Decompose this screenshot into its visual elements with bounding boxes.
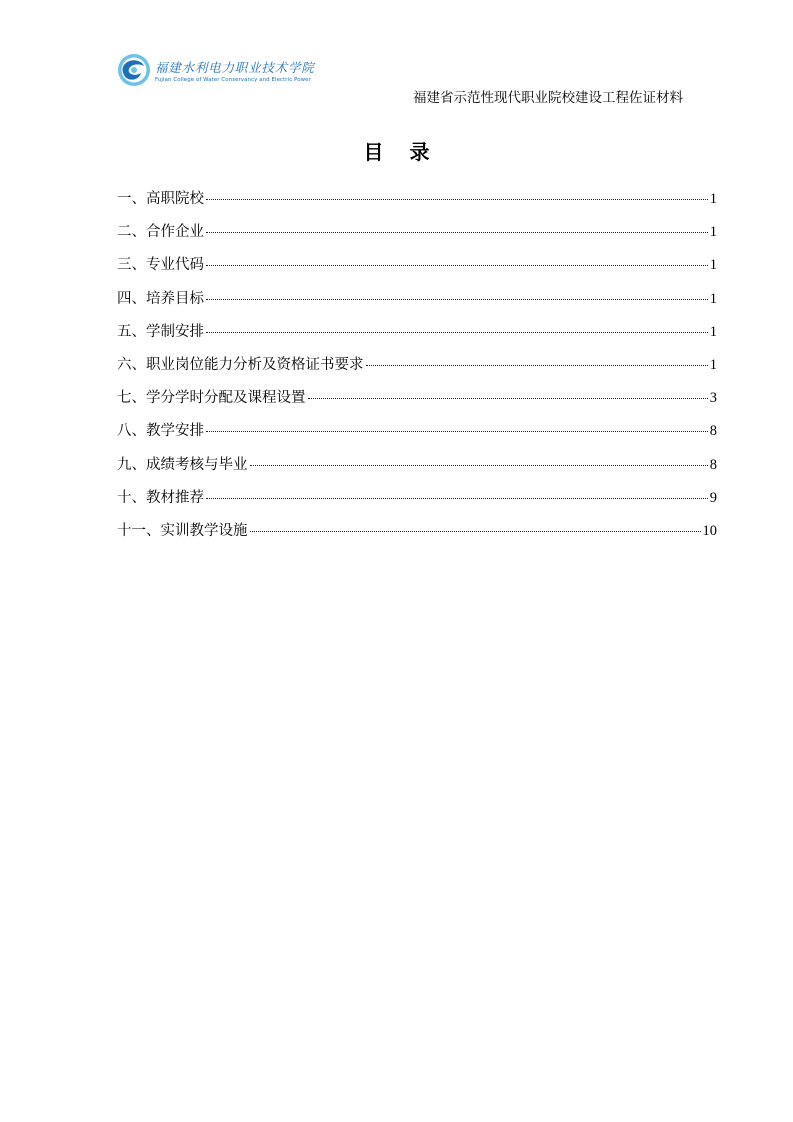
toc-entry-page-number: 8 xyxy=(709,456,717,473)
toc-leader-dots xyxy=(206,265,708,266)
toc-leader-dots xyxy=(308,398,708,399)
toc-leader-dots xyxy=(206,498,708,499)
toc-entry[interactable] xyxy=(117,183,717,216)
toc-entry[interactable] xyxy=(117,349,717,382)
toc-entry-page-number: 1 xyxy=(709,257,717,274)
toc-entry-label: 三、专业代码 xyxy=(117,257,204,274)
toc-entry[interactable] xyxy=(117,515,717,548)
toc-entry[interactable] xyxy=(117,216,717,249)
toc-leader-dots xyxy=(206,332,708,333)
college-emblem-icon xyxy=(117,53,151,87)
toc-leader-dots xyxy=(366,365,708,366)
toc-entry-label: 五、学制安排 xyxy=(117,323,204,340)
document-series-header: 福建省示范性现代职业院校建设工程佐证材料 xyxy=(413,90,683,106)
college-logo xyxy=(117,53,315,87)
toc-entry-page-number: 10 xyxy=(702,522,717,539)
toc-leader-dots xyxy=(250,531,701,532)
toc-entry[interactable] xyxy=(117,449,717,482)
toc-entry-label: 四、培养目标 xyxy=(117,290,204,307)
toc-entry-label: 九、成绩考核与毕业 xyxy=(117,456,248,473)
toc-entry-label: 六、职业岗位能力分析及资格证书要求 xyxy=(117,356,364,373)
toc-entry-label: 十一、实训教学设施 xyxy=(117,522,248,539)
toc-entry-page-number: 1 xyxy=(709,356,717,373)
toc-entry[interactable] xyxy=(117,316,717,349)
toc-entry-label: 八、教学安排 xyxy=(117,423,204,440)
toc-entry[interactable] xyxy=(117,382,717,415)
toc-leader-dots xyxy=(250,465,708,466)
toc-entry-label: 十、教材推荐 xyxy=(117,489,204,506)
toc-leader-dots xyxy=(206,199,708,200)
toc-entry-page-number: 1 xyxy=(709,290,717,307)
page-title: 目录 xyxy=(363,140,456,164)
toc-entry-label: 一、高职院校 xyxy=(117,191,204,207)
toc-leader-dots xyxy=(206,232,708,233)
toc-entry-label: 二、合作企业 xyxy=(117,224,204,241)
toc-leader-dots xyxy=(206,431,708,432)
toc-entry[interactable] xyxy=(117,482,717,515)
toc-leader-dots xyxy=(206,299,708,300)
logo-english-name: Fujian College of Water Conservancy and Electric Power xyxy=(155,76,311,83)
toc-entry-page-number: 3 xyxy=(709,390,717,407)
toc-entry[interactable] xyxy=(117,249,717,282)
toc-entry[interactable] xyxy=(117,283,717,316)
toc-entry-page-number: 1 xyxy=(709,191,717,207)
toc-entry-label: 七、学分学时分配及课程设置 xyxy=(117,390,306,407)
toc-entry-page-number: 9 xyxy=(709,489,717,506)
table-of-contents xyxy=(117,183,717,548)
logo-chinese-name: 福建水利电力职业技术学院 xyxy=(155,59,315,75)
toc-entry-page-number: 8 xyxy=(709,423,717,440)
toc-entry-page-number: 1 xyxy=(709,323,717,340)
toc-entry-page-number: 1 xyxy=(709,224,717,241)
toc-entry[interactable] xyxy=(117,415,717,448)
